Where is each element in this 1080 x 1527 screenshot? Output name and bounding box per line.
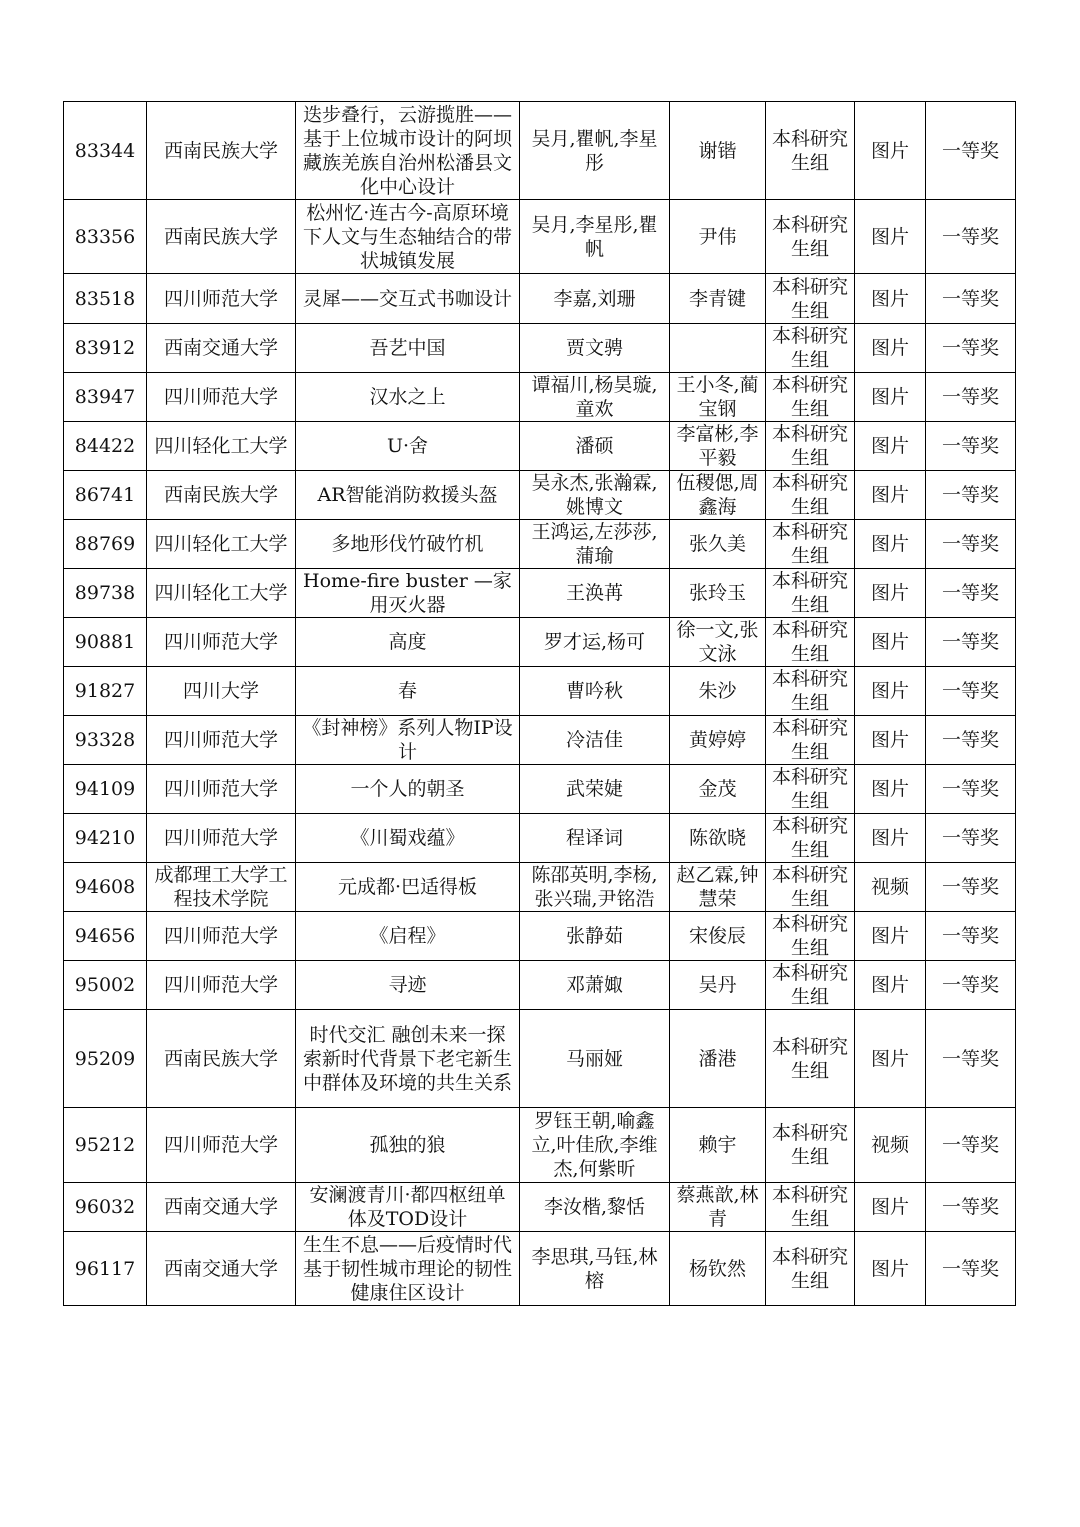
title-cell: 多地形伐竹破竹机 — [296, 520, 520, 569]
group-cell: 本科研究生组 — [766, 716, 855, 765]
title-cell: AR智能消防救援头盔 — [296, 471, 520, 520]
format-cell: 图片 — [855, 912, 926, 961]
group-cell: 本科研究生组 — [766, 765, 855, 814]
school-cell: 四川师范大学 — [147, 1108, 296, 1183]
title-cell: 安澜渡青川·都四枢纽单体及TOD设计 — [296, 1183, 520, 1232]
authors-cell: 李思琪,马钰,林榕 — [520, 1232, 670, 1306]
table-row — [64, 1010, 1016, 1108]
title-cell: Home-fire buster —家用灭火器 — [296, 569, 520, 618]
format-cell: 图片 — [855, 373, 926, 422]
format-cell: 视频 — [855, 863, 926, 912]
title-cell: 汉水之上 — [296, 373, 520, 422]
award-cell: 一等奖 — [926, 1183, 1016, 1232]
format-cell: 视频 — [855, 1108, 926, 1183]
table-row — [64, 1232, 1016, 1306]
school-cell: 四川师范大学 — [147, 765, 296, 814]
format-cell: 图片 — [855, 324, 926, 373]
advisor-cell: 徐一文,张文泳 — [670, 618, 766, 667]
table-row — [64, 422, 1016, 471]
table-row — [64, 200, 1016, 274]
advisor-cell: 李青键 — [670, 274, 766, 324]
title-cell: 一个人的朝圣 — [296, 765, 520, 814]
title-cell: 《川蜀戏蕴》 — [296, 814, 520, 863]
title-cell: 灵犀——交互式书咖设计 — [296, 274, 520, 324]
award-cell: 一等奖 — [926, 1010, 1016, 1108]
school-cell: 四川轻化工大学 — [147, 520, 296, 569]
school-cell: 四川轻化工大学 — [147, 569, 296, 618]
table-row — [64, 569, 1016, 618]
group-cell: 本科研究生组 — [766, 200, 855, 274]
group-cell: 本科研究生组 — [766, 471, 855, 520]
title-cell: 松州忆·连古今-高原环境下人文与生态轴结合的带状城镇发展 — [296, 200, 520, 274]
format-cell: 图片 — [855, 274, 926, 324]
group-cell: 本科研究生组 — [766, 1108, 855, 1183]
entry-id-cell: 91827 — [64, 667, 147, 716]
table-row — [64, 1108, 1016, 1183]
title-cell: 《封神榜》系列人物IP设计 — [296, 716, 520, 765]
format-cell: 图片 — [855, 667, 926, 716]
table-row — [64, 274, 1016, 324]
table-row — [64, 814, 1016, 863]
advisor-cell: 朱沙 — [670, 667, 766, 716]
school-cell: 西南民族大学 — [147, 102, 296, 200]
format-cell: 图片 — [855, 814, 926, 863]
award-cell: 一等奖 — [926, 912, 1016, 961]
award-cell: 一等奖 — [926, 324, 1016, 373]
award-cell: 一等奖 — [926, 102, 1016, 200]
authors-cell: 谭福川,杨昊璇,童欢 — [520, 373, 670, 422]
award-cell: 一等奖 — [926, 765, 1016, 814]
school-cell: 四川大学 — [147, 667, 296, 716]
advisor-cell: 蔡燕歆,林青 — [670, 1183, 766, 1232]
entry-id-cell: 83947 — [64, 373, 147, 422]
advisor-cell: 张玲玉 — [670, 569, 766, 618]
school-cell: 西南民族大学 — [147, 471, 296, 520]
advisor-cell: 黄婷婷 — [670, 716, 766, 765]
award-cell: 一等奖 — [926, 716, 1016, 765]
group-cell: 本科研究生组 — [766, 1183, 855, 1232]
award-cell: 一等奖 — [926, 961, 1016, 1010]
format-cell: 图片 — [855, 1232, 926, 1306]
table-row — [64, 520, 1016, 569]
entry-id-cell: 90881 — [64, 618, 147, 667]
authors-cell: 王鸿运,左莎莎,蒲瑜 — [520, 520, 670, 569]
title-cell: 元成都·巴适得板 — [296, 863, 520, 912]
award-cell: 一等奖 — [926, 471, 1016, 520]
advisor-cell: 尹伟 — [670, 200, 766, 274]
table-row — [64, 471, 1016, 520]
entry-id-cell: 95209 — [64, 1010, 147, 1108]
entry-id-cell: 96032 — [64, 1183, 147, 1232]
group-cell: 本科研究生组 — [766, 1010, 855, 1108]
group-cell: 本科研究生组 — [766, 912, 855, 961]
award-cell: 一等奖 — [926, 274, 1016, 324]
entry-id-cell: 94656 — [64, 912, 147, 961]
award-cell: 一等奖 — [926, 520, 1016, 569]
group-cell: 本科研究生组 — [766, 667, 855, 716]
school-cell: 西南交通大学 — [147, 1232, 296, 1306]
advisor-cell: 金茂 — [670, 765, 766, 814]
group-cell: 本科研究生组 — [766, 1232, 855, 1306]
group-cell: 本科研究生组 — [766, 961, 855, 1010]
advisor-cell: 杨钦然 — [670, 1232, 766, 1306]
group-cell: 本科研究生组 — [766, 324, 855, 373]
title-cell: 高度 — [296, 618, 520, 667]
authors-cell: 李嘉,刘珊 — [520, 274, 670, 324]
authors-cell: 陈邵英明,李杨,张兴瑞,尹铭浩 — [520, 863, 670, 912]
school-cell: 成都理工大学工程技术学院 — [147, 863, 296, 912]
authors-cell: 罗才运,杨可 — [520, 618, 670, 667]
entry-id-cell: 86741 — [64, 471, 147, 520]
award-cell: 一等奖 — [926, 200, 1016, 274]
authors-cell: 吴月,瞿帆,李星彤 — [520, 102, 670, 200]
authors-cell: 罗钰王朝,喻鑫立,叶佳欣,李维杰,何紫昕 — [520, 1108, 670, 1183]
title-cell: 春 — [296, 667, 520, 716]
table-row — [64, 618, 1016, 667]
award-cell: 一等奖 — [926, 618, 1016, 667]
school-cell: 四川师范大学 — [147, 618, 296, 667]
award-table-body — [64, 102, 1016, 1306]
advisor-cell: 赖宇 — [670, 1108, 766, 1183]
group-cell: 本科研究生组 — [766, 814, 855, 863]
advisor-cell: 谢锴 — [670, 102, 766, 200]
advisor-cell: 陈欲晓 — [670, 814, 766, 863]
table-row — [64, 102, 1016, 200]
title-cell: 《启程》 — [296, 912, 520, 961]
entry-id-cell: 94109 — [64, 765, 147, 814]
authors-cell: 程译词 — [520, 814, 670, 863]
table-row — [64, 667, 1016, 716]
format-cell: 图片 — [855, 520, 926, 569]
award-cell: 一等奖 — [926, 1108, 1016, 1183]
format-cell: 图片 — [855, 102, 926, 200]
advisor-cell — [670, 324, 766, 373]
table-row — [64, 373, 1016, 422]
school-cell: 西南民族大学 — [147, 1010, 296, 1108]
school-cell: 四川师范大学 — [147, 373, 296, 422]
format-cell: 图片 — [855, 1010, 926, 1108]
award-cell: 一等奖 — [926, 814, 1016, 863]
group-cell: 本科研究生组 — [766, 274, 855, 324]
authors-cell: 王涣苒 — [520, 569, 670, 618]
title-cell: U·舍 — [296, 422, 520, 471]
advisor-cell: 吴丹 — [670, 961, 766, 1010]
school-cell: 四川师范大学 — [147, 274, 296, 324]
format-cell: 图片 — [855, 569, 926, 618]
group-cell: 本科研究生组 — [766, 618, 855, 667]
award-cell: 一等奖 — [926, 422, 1016, 471]
table-row — [64, 1183, 1016, 1232]
group-cell: 本科研究生组 — [766, 373, 855, 422]
title-cell: 孤独的狼 — [296, 1108, 520, 1183]
authors-cell: 张静茹 — [520, 912, 670, 961]
group-cell: 本科研究生组 — [766, 863, 855, 912]
school-cell: 西南交通大学 — [147, 324, 296, 373]
entry-id-cell: 95212 — [64, 1108, 147, 1183]
format-cell: 图片 — [855, 618, 926, 667]
entry-id-cell: 95002 — [64, 961, 147, 1010]
authors-cell: 吴月,李星彤,瞿帆 — [520, 200, 670, 274]
entry-id-cell: 84422 — [64, 422, 147, 471]
format-cell: 图片 — [855, 1183, 926, 1232]
school-cell: 四川师范大学 — [147, 912, 296, 961]
group-cell: 本科研究生组 — [766, 569, 855, 618]
group-cell: 本科研究生组 — [766, 102, 855, 200]
award-cell: 一等奖 — [926, 373, 1016, 422]
entry-id-cell: 83356 — [64, 200, 147, 274]
entry-id-cell: 89738 — [64, 569, 147, 618]
entry-id-cell: 83912 — [64, 324, 147, 373]
format-cell: 图片 — [855, 471, 926, 520]
award-cell: 一等奖 — [926, 569, 1016, 618]
school-cell: 西南民族大学 — [147, 200, 296, 274]
format-cell: 图片 — [855, 422, 926, 471]
entry-id-cell: 88769 — [64, 520, 147, 569]
award-cell: 一等奖 — [926, 1232, 1016, 1306]
format-cell: 图片 — [855, 961, 926, 1010]
entry-id-cell: 83344 — [64, 102, 147, 200]
format-cell: 图片 — [855, 716, 926, 765]
title-cell: 寻迹 — [296, 961, 520, 1010]
school-cell: 四川轻化工大学 — [147, 422, 296, 471]
school-cell: 四川师范大学 — [147, 961, 296, 1010]
award-cell: 一等奖 — [926, 667, 1016, 716]
table-row — [64, 765, 1016, 814]
authors-cell: 曹吟秋 — [520, 667, 670, 716]
table-row — [64, 324, 1016, 373]
authors-cell: 武荣婕 — [520, 765, 670, 814]
award-table — [63, 101, 1016, 1306]
authors-cell: 邓萧娵 — [520, 961, 670, 1010]
entry-id-cell: 96117 — [64, 1232, 147, 1306]
title-cell: 时代交汇 融创未来一探索新时代背景下老宅新生中群体及环境的共生关系 — [296, 1010, 520, 1108]
entry-id-cell: 93328 — [64, 716, 147, 765]
advisor-cell: 宋俊辰 — [670, 912, 766, 961]
entry-id-cell: 83518 — [64, 274, 147, 324]
table-row — [64, 961, 1016, 1010]
table-row — [64, 716, 1016, 765]
table-row — [64, 912, 1016, 961]
title-cell: 迭步叠行，云游揽胜——基于上位城市设计的阿坝藏族羌族自治州松潘县文化中心设计 — [296, 102, 520, 200]
group-cell: 本科研究生组 — [766, 520, 855, 569]
authors-cell: 潘硕 — [520, 422, 670, 471]
authors-cell: 李汝楷,黎恬 — [520, 1183, 670, 1232]
school-cell: 西南交通大学 — [147, 1183, 296, 1232]
authors-cell: 马丽娅 — [520, 1010, 670, 1108]
advisor-cell: 张久美 — [670, 520, 766, 569]
advisor-cell: 赵乙霖,钟慧荣 — [670, 863, 766, 912]
advisor-cell: 王小冬,蔺宝钢 — [670, 373, 766, 422]
advisor-cell: 潘港 — [670, 1010, 766, 1108]
authors-cell: 贾文骋 — [520, 324, 670, 373]
format-cell: 图片 — [855, 200, 926, 274]
entry-id-cell: 94608 — [64, 863, 147, 912]
format-cell: 图片 — [855, 765, 926, 814]
table-row — [64, 863, 1016, 912]
award-cell: 一等奖 — [926, 863, 1016, 912]
authors-cell: 冷洁佳 — [520, 716, 670, 765]
advisor-cell: 李富彬,李平毅 — [670, 422, 766, 471]
group-cell: 本科研究生组 — [766, 422, 855, 471]
advisor-cell: 伍稷偲,周鑫海 — [670, 471, 766, 520]
school-cell: 四川师范大学 — [147, 814, 296, 863]
authors-cell: 吴永杰,张瀚霖,姚博文 — [520, 471, 670, 520]
title-cell: 吾艺中国 — [296, 324, 520, 373]
entry-id-cell: 94210 — [64, 814, 147, 863]
school-cell: 四川师范大学 — [147, 716, 296, 765]
title-cell: 生生不息——后疫情时代基于韧性城市理论的韧性健康住区设计 — [296, 1232, 520, 1306]
